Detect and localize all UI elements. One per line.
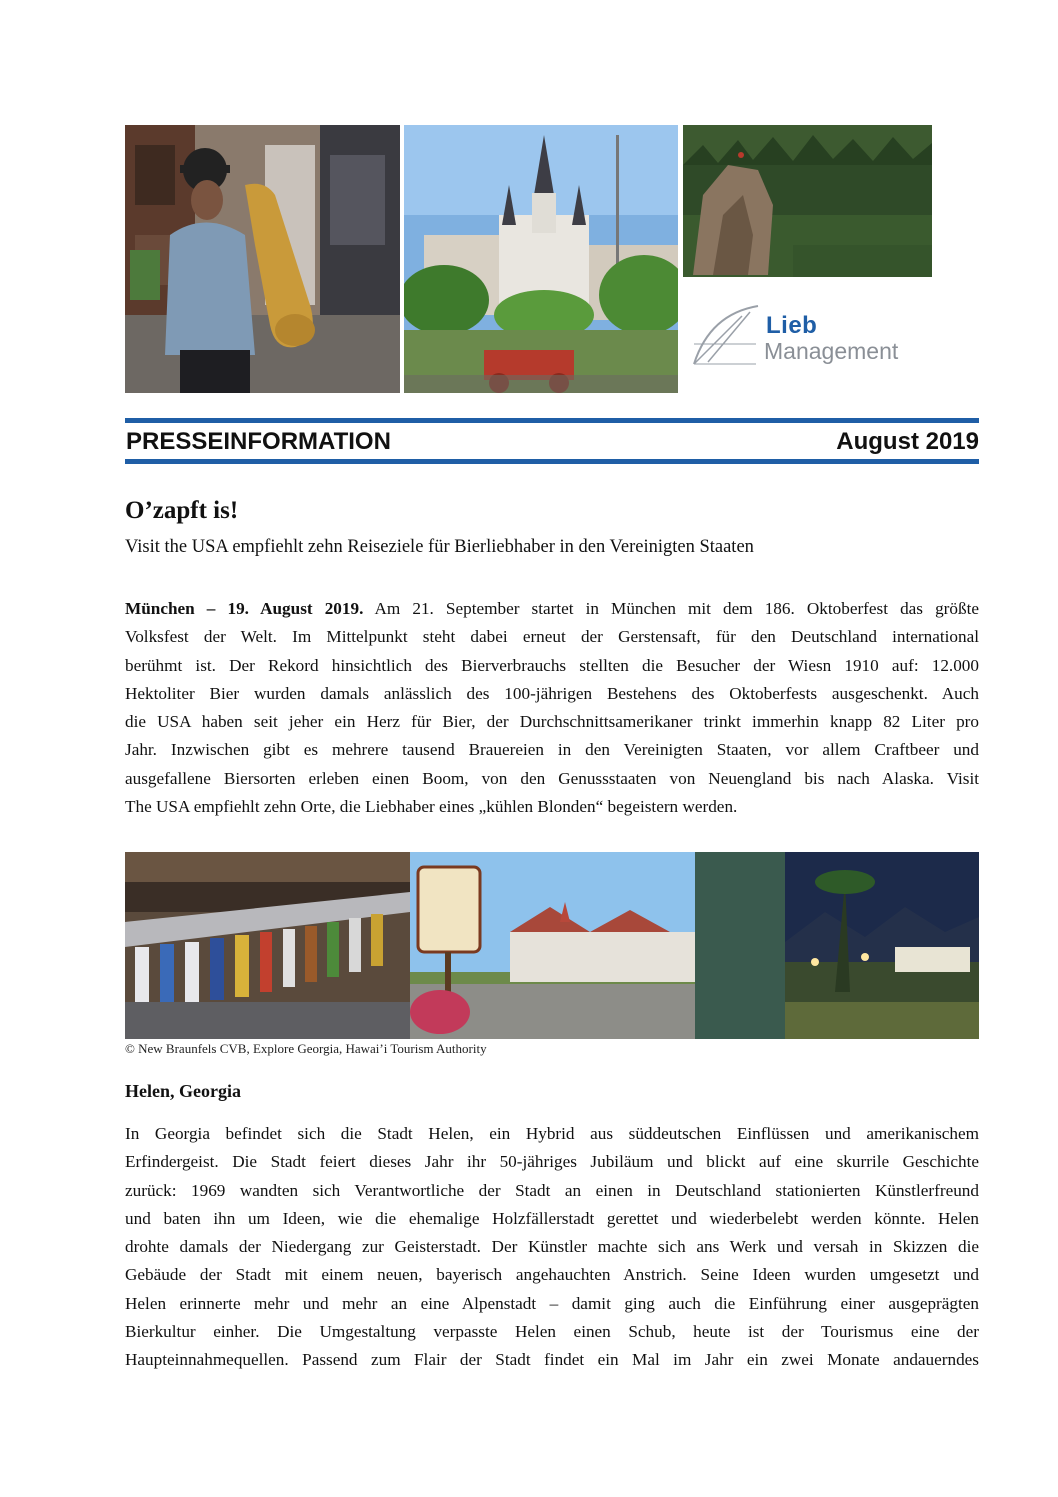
- article-subtitle: Visit the USA empfiehlt zehn Reiseziele für Bierliebhaber in den Vereinigten Staaten: [125, 537, 754, 557]
- helen-line: Helen erinnerte mehr und mehr an eine Alpenstadt – damit ging auch die Einführung einer ausgeprägten: [125, 1293, 979, 1313]
- helen-welcome-center-photo: [410, 852, 695, 1039]
- intro-line: Jahr. Inzwischen gibt es mehrere tausend Brauereien in den Vereinigten Staaten, vor allem Craftbeer und: [125, 740, 979, 760]
- helen-line: Haupteinnahmequellen. Passend zum Flair der Stadt findet ein Mal im Jahr ein zwei Monate andauerndes: [125, 1350, 979, 1370]
- press-label: PRESSEINFORMATION: [126, 428, 391, 455]
- logo-arc-icon: [690, 304, 760, 366]
- helen-paragraph: [125, 1120, 979, 1375]
- lieb-management-logo: [690, 300, 935, 370]
- beer-taps-photo: [125, 852, 410, 1039]
- helen-line: zurück: 1969 wandten sich Verantwortliche der Stadt an einen in Deutschland stationierten Künstlerfreund: [125, 1180, 979, 1200]
- forest-rock-photo: [683, 125, 932, 277]
- new-orleans-cathedral-photo: [404, 125, 678, 393]
- article-title: O’zapft is!: [125, 497, 239, 524]
- intro-line-text: Am 21. September startet in München mit dem 186. Oktoberfest das größte: [363, 599, 979, 618]
- helen-line: und baten ihn um Ideen, wie die ehemalige Holzfällerstadt gerettet und wiederbelebt werden könnte. Helen: [125, 1208, 979, 1228]
- helen-line: drohte damals der Niedergang zur Geisterstadt. Der Künstler machte sich ans Werk und versah in Skizzen die: [125, 1237, 979, 1257]
- intro-line: The USA empfiehlt zehn Orte, die Liebhaber eines „kühlen Blonden“ begeistern werden.: [125, 797, 738, 817]
- logo-sub-text: Management: [764, 338, 899, 364]
- photo-caption: © New Braunfels CVB, Explore Georgia, Hawai’i Tourism Authority: [125, 1041, 487, 1056]
- helen-line: Erfindergeist. Die Stadt feiert dieses Jahr ihr 50-jähriges Jubiläum und blickt auf eine skurrile Geschichte: [125, 1152, 979, 1172]
- intro-lead: München – 19. August 2019.: [125, 599, 364, 618]
- press-bar-top-rule: [125, 418, 979, 423]
- intro-line: ausgefallene Biersorten erleben einen Boom, von den Genussstaaten von Neuengland bis nach Alaska. Visit: [125, 768, 979, 788]
- saxophone-player-photo: [125, 125, 400, 393]
- helen-line: In Georgia befindet sich die Stadt Helen, ein Hybrid aus süddeutschen Einflüssen und amerikanischem: [125, 1124, 979, 1143]
- logo-brand-text: Lieb: [766, 312, 818, 339]
- press-date: August 2019: [836, 428, 979, 455]
- intro-paragraph: [125, 595, 979, 821]
- intro-line: Hektoliter Bier wurden damals anlässlich des 100-jährigen Bestehens des Oktoberfests ausgeschenkt. Auch: [125, 683, 979, 703]
- helen-line: Bierkultur einher. Die Umgestaltung verpasste Helen einen Schub, heute ist der Tourismus eine der: [125, 1322, 979, 1342]
- intro-line: Volksfest der Welt. Im Mittelpunkt steht dabei erneut der Gerstensaft, für den Deutschland international: [125, 627, 979, 647]
- intro-line: berühmt ist. Der Rekord hinsichtlich des Bierverbrauchs stellten die Besucher der Wiesn 1910 auf: 12.000: [125, 655, 979, 675]
- press-bar-bottom-rule: [125, 459, 979, 464]
- helen-line: Gebäude der Stadt mit einem neuen, bayerisch angehauchten Anstrich. Seine Ideen wurden umgesetzt und: [125, 1265, 979, 1285]
- intro-line: die USA haben seit jeher ein Herz für Bier, der Durchschnittsamerikaner trinkt immerhin knapp 82 Liter pro: [125, 712, 979, 732]
- hawaii-night-festival-photo: [695, 852, 979, 1039]
- section-heading: Helen, Georgia: [125, 1081, 241, 1101]
- intro-line: [125, 595, 979, 623]
